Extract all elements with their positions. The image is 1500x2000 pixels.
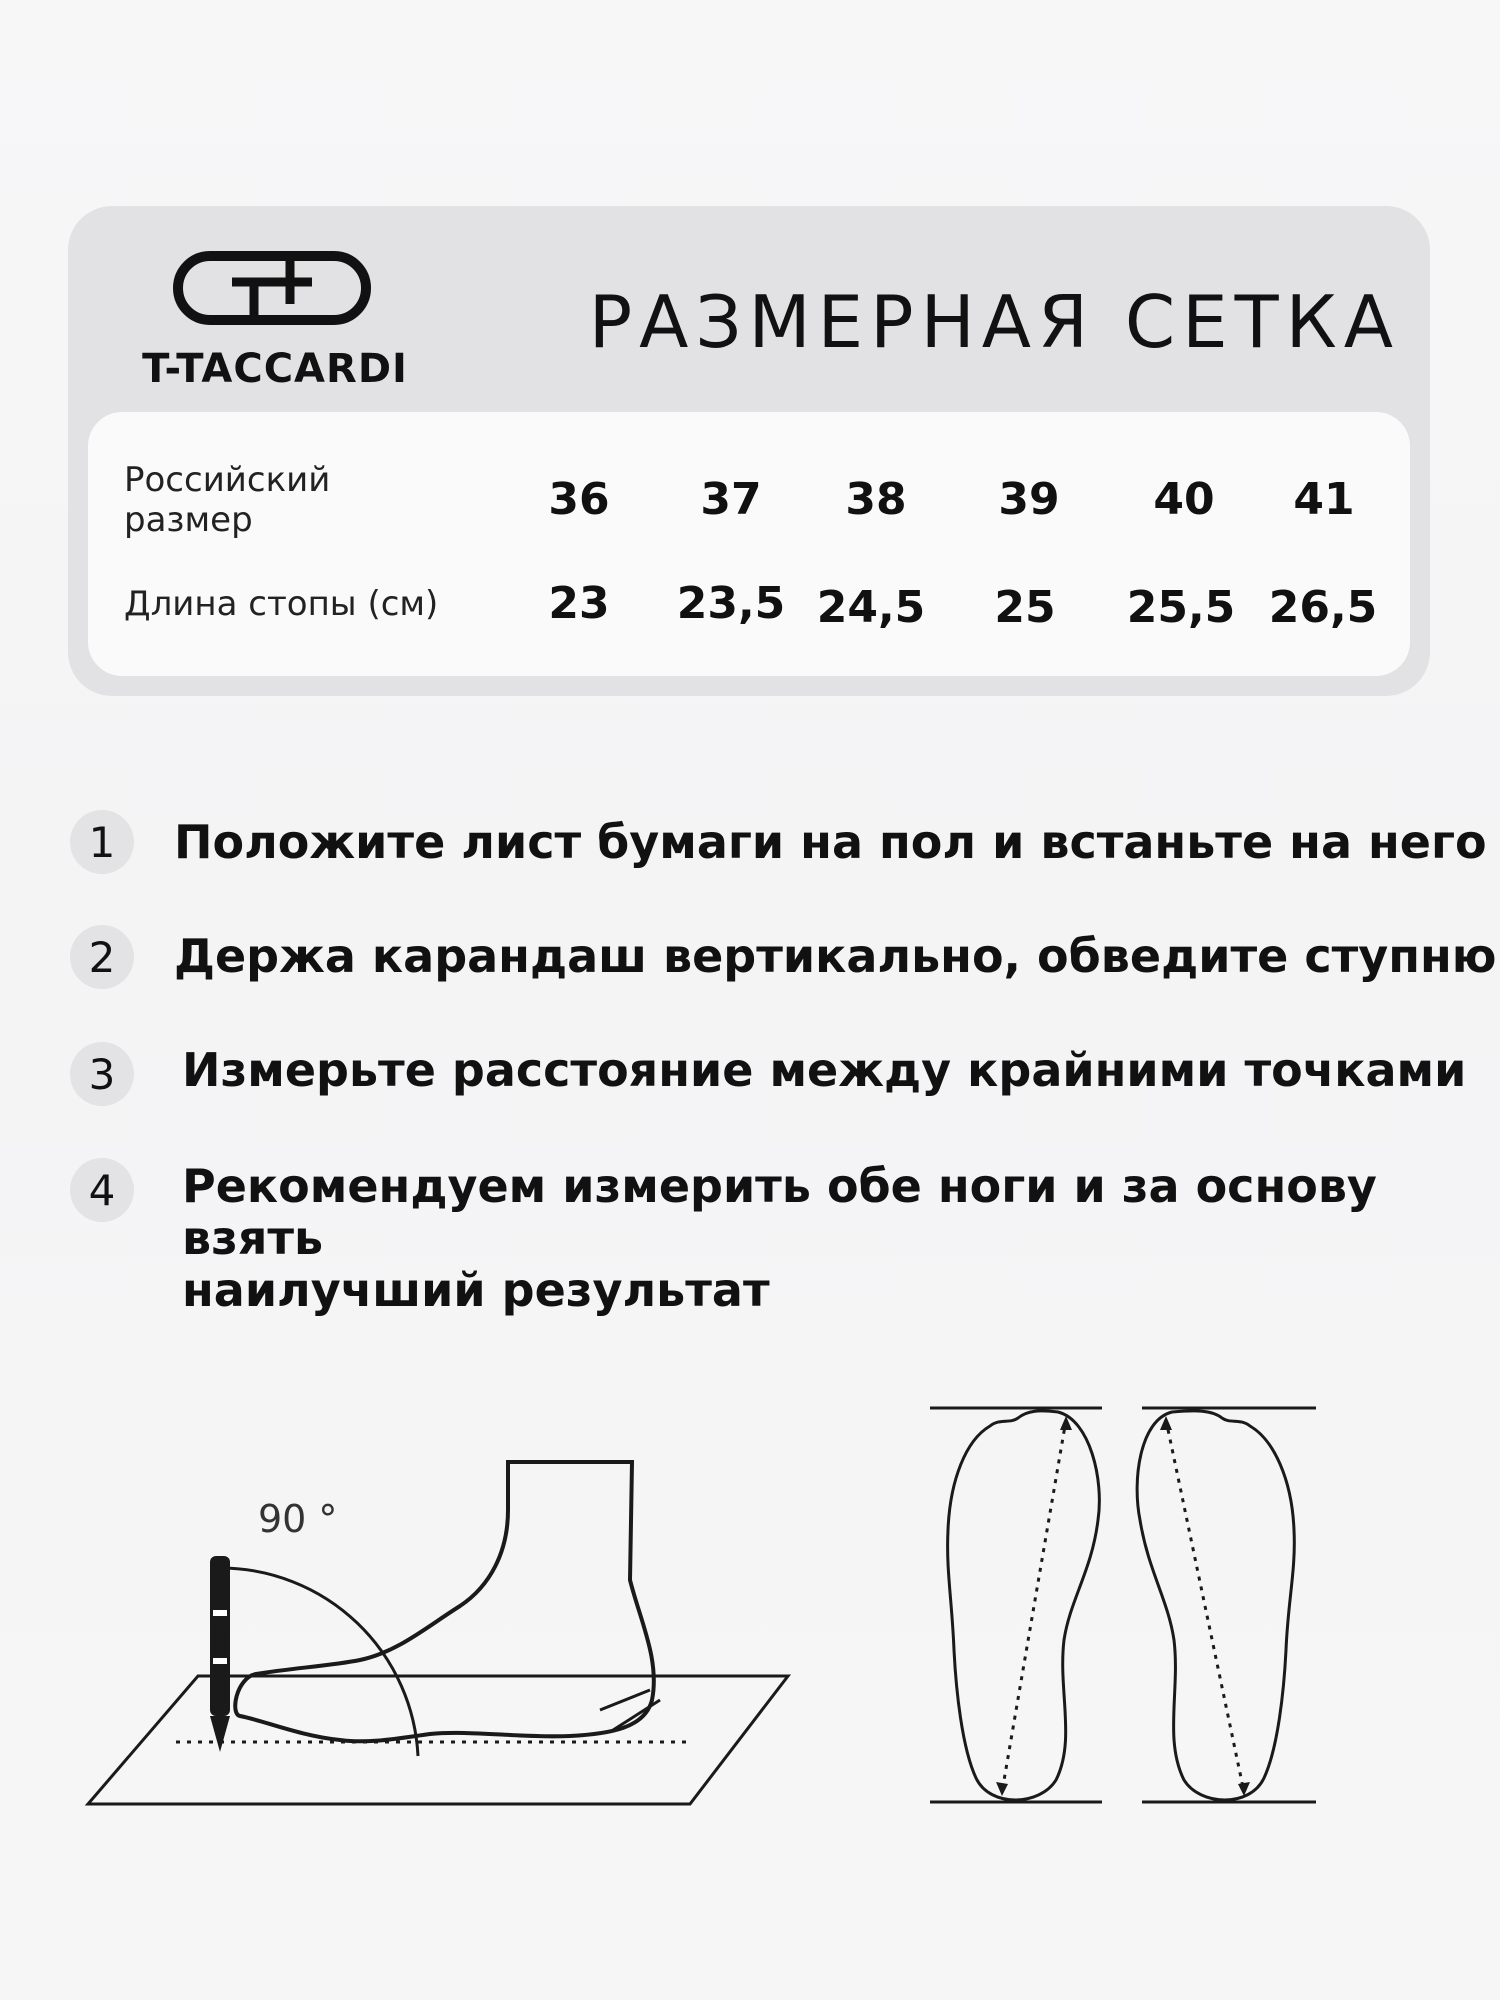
pencil-icon (210, 1556, 230, 1752)
length-cell: 26,5 (1268, 582, 1378, 633)
length-cell: 24,5 (816, 582, 926, 633)
step-number-1: 1 (70, 810, 134, 874)
row-label-ru-size (124, 460, 454, 540)
footprint-right-icon (1137, 1408, 1316, 1802)
size-cell: 41 (1293, 474, 1355, 525)
row-label-ru-size-line1: Российский (124, 460, 331, 500)
step-number-3: 3 (70, 1042, 134, 1106)
step-text-4-line1: Рекомендуем измерить обе ноги и за основу взять (182, 1159, 1377, 1265)
row-label-foot-length: Длина стопы (см) (124, 584, 439, 624)
footprint-left-icon (930, 1408, 1102, 1802)
step-text-4 (182, 1160, 1500, 1316)
length-cell: 25,5 (1126, 582, 1236, 633)
angle-label: 90 ° (258, 1497, 338, 1541)
page-title: РАЗМЕРНАЯ СЕТКА (588, 280, 1400, 364)
length-cell: 25 (994, 582, 1056, 633)
size-cell: 37 (700, 474, 762, 525)
length-cell: 23 (548, 578, 610, 629)
tt-monogram-icon (172, 246, 372, 332)
step-text-4-line2: наилучший результат (182, 1263, 770, 1317)
step-number-4: 4 (70, 1158, 134, 1222)
size-cell: 39 (998, 474, 1060, 525)
brand-name: T-TACCARDI (142, 346, 408, 392)
step-number-2: 2 (70, 925, 134, 989)
step-text-1: Положите лист бумаги на пол и встаньте на него (174, 815, 1487, 869)
size-cell: 36 (548, 474, 610, 525)
size-cell: 40 (1153, 474, 1215, 525)
measurement-illustration (0, 1360, 1500, 1820)
size-cell: 38 (845, 474, 907, 525)
length-cell: 23,5 (676, 578, 786, 629)
size-table (88, 412, 1410, 676)
step-text-3: Измерьте расстояние между крайними точками (182, 1043, 1467, 1097)
step-text-2: Держа карандаш вертикально, обведите ступню (174, 929, 1497, 983)
brand-logo (110, 238, 440, 398)
row-label-ru-size-line2: размер (124, 500, 253, 540)
foot-tracing-icon (88, 1462, 788, 1804)
